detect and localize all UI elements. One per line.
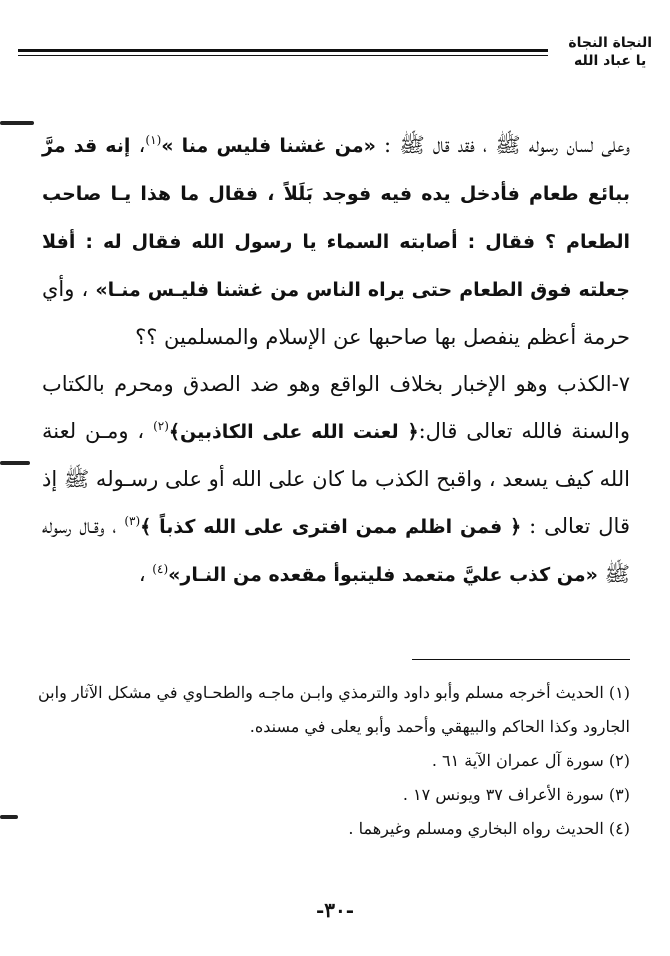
body-text <box>42 122 630 599</box>
paragraph-lying <box>42 361 630 599</box>
footnotes <box>38 676 630 846</box>
text-run: ، ومـن لعنة الله كيف يسعد ، واقبح الكذب ما كان على الله أو على رسـوله ﷺ إذ قال تعالى : <box>42 419 630 538</box>
footnote: (٣) سورة الأعراف ٣٧ ويونس ١٧ . <box>402 785 630 804</box>
footnote: (١) الحديث أخرجه مسلم وأبو داود والترمذي وابـن ماجـه والطحـاوي في مشكل الآثار وابن الجارود وكذا الحاكم والبيهقي وأحمد وأبو يعلى في مسنده. <box>38 683 630 736</box>
text-run: ، وقـال رسوله ﷺ <box>42 514 630 586</box>
paragraph-cheating <box>42 122 630 361</box>
footnote-rule <box>412 659 630 660</box>
running-title-line2: يا عباد الله <box>574 53 647 69</box>
running-title-line1: النجاة النجاة <box>568 35 652 51</box>
footnote-ref: (٢) <box>153 419 169 433</box>
quran-quote: ﴿ لعنت الله على الكاذبين﴾ <box>168 421 419 443</box>
page-header <box>18 30 652 82</box>
footnote-ref: (١) <box>145 133 162 147</box>
hadith-quote: «من كذب عليَّ متعمد فليتبوأ مقعده من النـار» <box>168 564 598 586</box>
text-run: ، <box>138 562 153 586</box>
text-run: وعلى لسان رسوله ﷺ ، فقد قال ﷺ : <box>375 133 630 157</box>
margin-scan-mark <box>0 461 30 465</box>
footnote: (٤) الحديث رواه البخاري ومسلم وغيرهما . <box>348 819 630 838</box>
margin-scan-mark <box>0 815 18 819</box>
header-rule-thin <box>18 55 548 56</box>
margin-scan-mark <box>0 121 34 125</box>
running-title <box>568 34 652 70</box>
quran-quote: ﴿ فمن اظلم ممن افترى على الله كذباً ﴾ <box>140 516 522 538</box>
footnote: (٢) سورة آل عمران الآية ٦١ . <box>431 751 630 770</box>
footnote-ref: (٤) <box>152 562 169 576</box>
header-rule-thick <box>18 49 548 52</box>
page-number: -٣٠- <box>315 898 355 922</box>
text-run: ٧-الكذب وهو الإخبار بخلاف الواقع وهو ضد الصدق ومحرم بالكتاب والسنة فالله تعالى قال: <box>42 372 631 443</box>
footnote-ref: (٣) <box>124 514 141 528</box>
hadith-quote: «من غشنا فليس منا » <box>161 135 376 157</box>
text-run: ، <box>130 133 146 157</box>
hadith-quote: إنه قد مرَّ ببائع طعام فأدخل يده فيه فوجد بَلَلاً ، فقال ما هذا يـا صاحب الطعام ؟ فقال : أصابته السماء يا رسول الله فقال له : أفلا جعلته فوق الطعام حتى يراه الناس من غشنا فليـس منـا» <box>42 135 630 301</box>
text-run: ، وأي حرمة أعظم ينفصل بها صاحبها عن الإسلام والمسلمين ؟؟ <box>42 277 630 349</box>
